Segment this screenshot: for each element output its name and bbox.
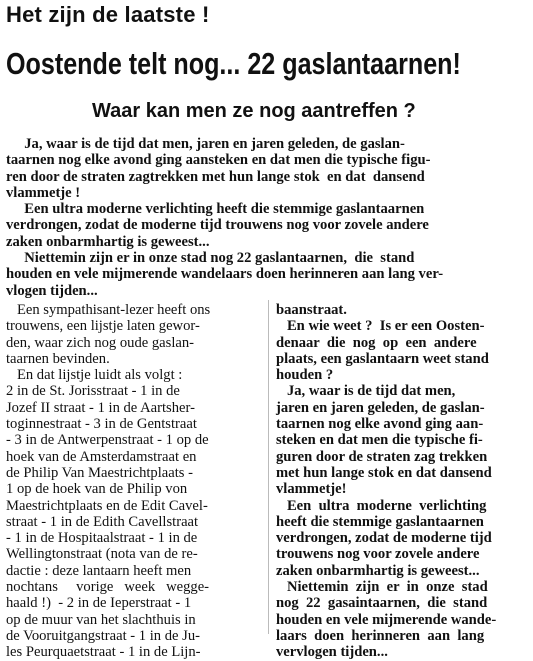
left-column-line: les Peurquaetstraat - 1 in de Lijn- [6,644,201,661]
right-column-line: guren door de straten zag trekken [276,448,488,465]
left-column-line: toginnestraat - 3 in de Gentstraat [6,416,197,433]
left-column-line: - 1 in de Hospitaalstraat - 1 in de [6,530,198,547]
right-column-line: houden ? [276,367,334,384]
left-column-line: taarnen bevinden. [6,350,110,367]
right-column-line: Ja, waar is de tijd dat men, [276,383,456,400]
kicker: Het zijn de laatste ! [6,2,210,27]
right-column-line: heeft die stemmige gaslantaarnen [276,513,484,530]
left-column-line: hoek van de Amsterdamstraat en [6,448,197,465]
left-column-line: den, waar zich nog oude gaslan- [6,334,195,351]
left-column-line: trouwens, een lijstje laten gewor- [6,318,200,335]
left-column-line: - 3 in de Antwerpenstraat - 1 op de [6,432,209,449]
headline: Oostende telt nog... 22 gaslantaarnen! [6,46,461,81]
right-column-line: met hun lange stok en dat dansend [276,464,492,481]
right-column-line: plaats, een gaslantaarn weet stand [276,350,489,367]
intro-line: Niettemin zijn er in onze stad nog 22 gaslantaarnen, die stand [6,250,415,267]
right-column-line: trouwens nog voor zovele andere [276,546,480,563]
right-column-line: taarnen nog elke avond ging aan- [276,416,484,433]
left-column-line: Wellingtonstraat (nota van de re- [6,546,198,563]
right-column-line: En wie weet ? Is er een Oosten- [276,318,485,335]
left-column-line: nochtans vorige week wegge- [6,579,210,596]
right-column-line: steken en dat men die typische fi- [276,432,483,449]
left-column-line: straat - 1 in de Edith Cavellstraat [6,513,199,530]
intro-line: houden en vele mijmerende wandelaars doen herinneren aan lang ver- [6,266,444,283]
left-column-line: 2 in de St. Jorisstraat - 1 in de [6,383,180,400]
right-column-line: denaar die nog op een andere [276,334,477,351]
left-column-line: En dat lijstje luidt als volgt : [6,367,183,384]
intro-line: zaken onbarmhartig is geweest... [6,233,210,250]
left-column-line: Een sympathisant-lezer heeft ons [6,302,211,318]
left-column-line: de Philip Van Maestrichtplaats - [6,464,193,481]
left-column [6,302,264,661]
left-column-line: de Vooruitgangstraat - 1 in de Ju- [6,627,201,644]
left-column-line: dactie : deze lantaarn heeft men [6,562,192,579]
right-column-line: houden en vele mijmerende wande- [276,611,497,628]
intro-line: vlammetje ! [6,184,81,201]
column-divider [268,300,269,634]
subheadline: Waar kan men ze nog aantreffen ? [92,100,416,122]
intro-paragraph [6,136,526,299]
left-column-line: haald !) - 2 in de Ieperstraat - 1 [6,595,192,612]
intro-line: vlogen tijden... [6,282,98,299]
right-column-line: zaken onbarmhartig is geweest... [276,562,480,579]
right-column-line: Niettemin zijn er in onze stad [276,579,488,596]
intro-line: Een ultra moderne verlichting heeft die stemmige gaslantaarnen [6,201,425,218]
left-column-line: 1 op de hoek van de Philip von [6,481,188,498]
right-column-line: vlammetje! [276,481,347,498]
right-column-line: Een ultra moderne verlichting [276,497,487,514]
left-column-line: op de muur van het slachthuis in [6,611,196,628]
intro-line: Ja, waar is de tijd dat men, jaren en jaren geleden, de gaslan- [6,136,405,152]
left-column-line: Maestrichtplaats en de Edit Cavel- [6,497,208,514]
right-column-line: verdrongen, zodat de moderne tijd [276,530,492,547]
right-column-line: vervlogen tijden... [276,644,388,661]
left-column-line: Jozef II straat - 1 in de Aartsher- [6,399,195,416]
intro-line: taarnen nog elke avond ging aansteken en dat men die typische figu- [6,152,431,169]
right-column-line: nog 22 gasaintaarnen, die stand [276,595,488,612]
right-column [276,302,532,661]
intro-line: ren door de straten zagtrekken met hun lange stok en dat dansend [6,168,425,185]
right-column-line: jaren en jaren geleden, de gaslan- [276,399,485,416]
intro-line: verdrongen, zodat de moderne tijd trouwens nog voor zovele andere [6,217,429,234]
right-column-line: baanstraat. [276,302,347,318]
right-column-line: laars doen herinneren aan lang [276,627,485,644]
